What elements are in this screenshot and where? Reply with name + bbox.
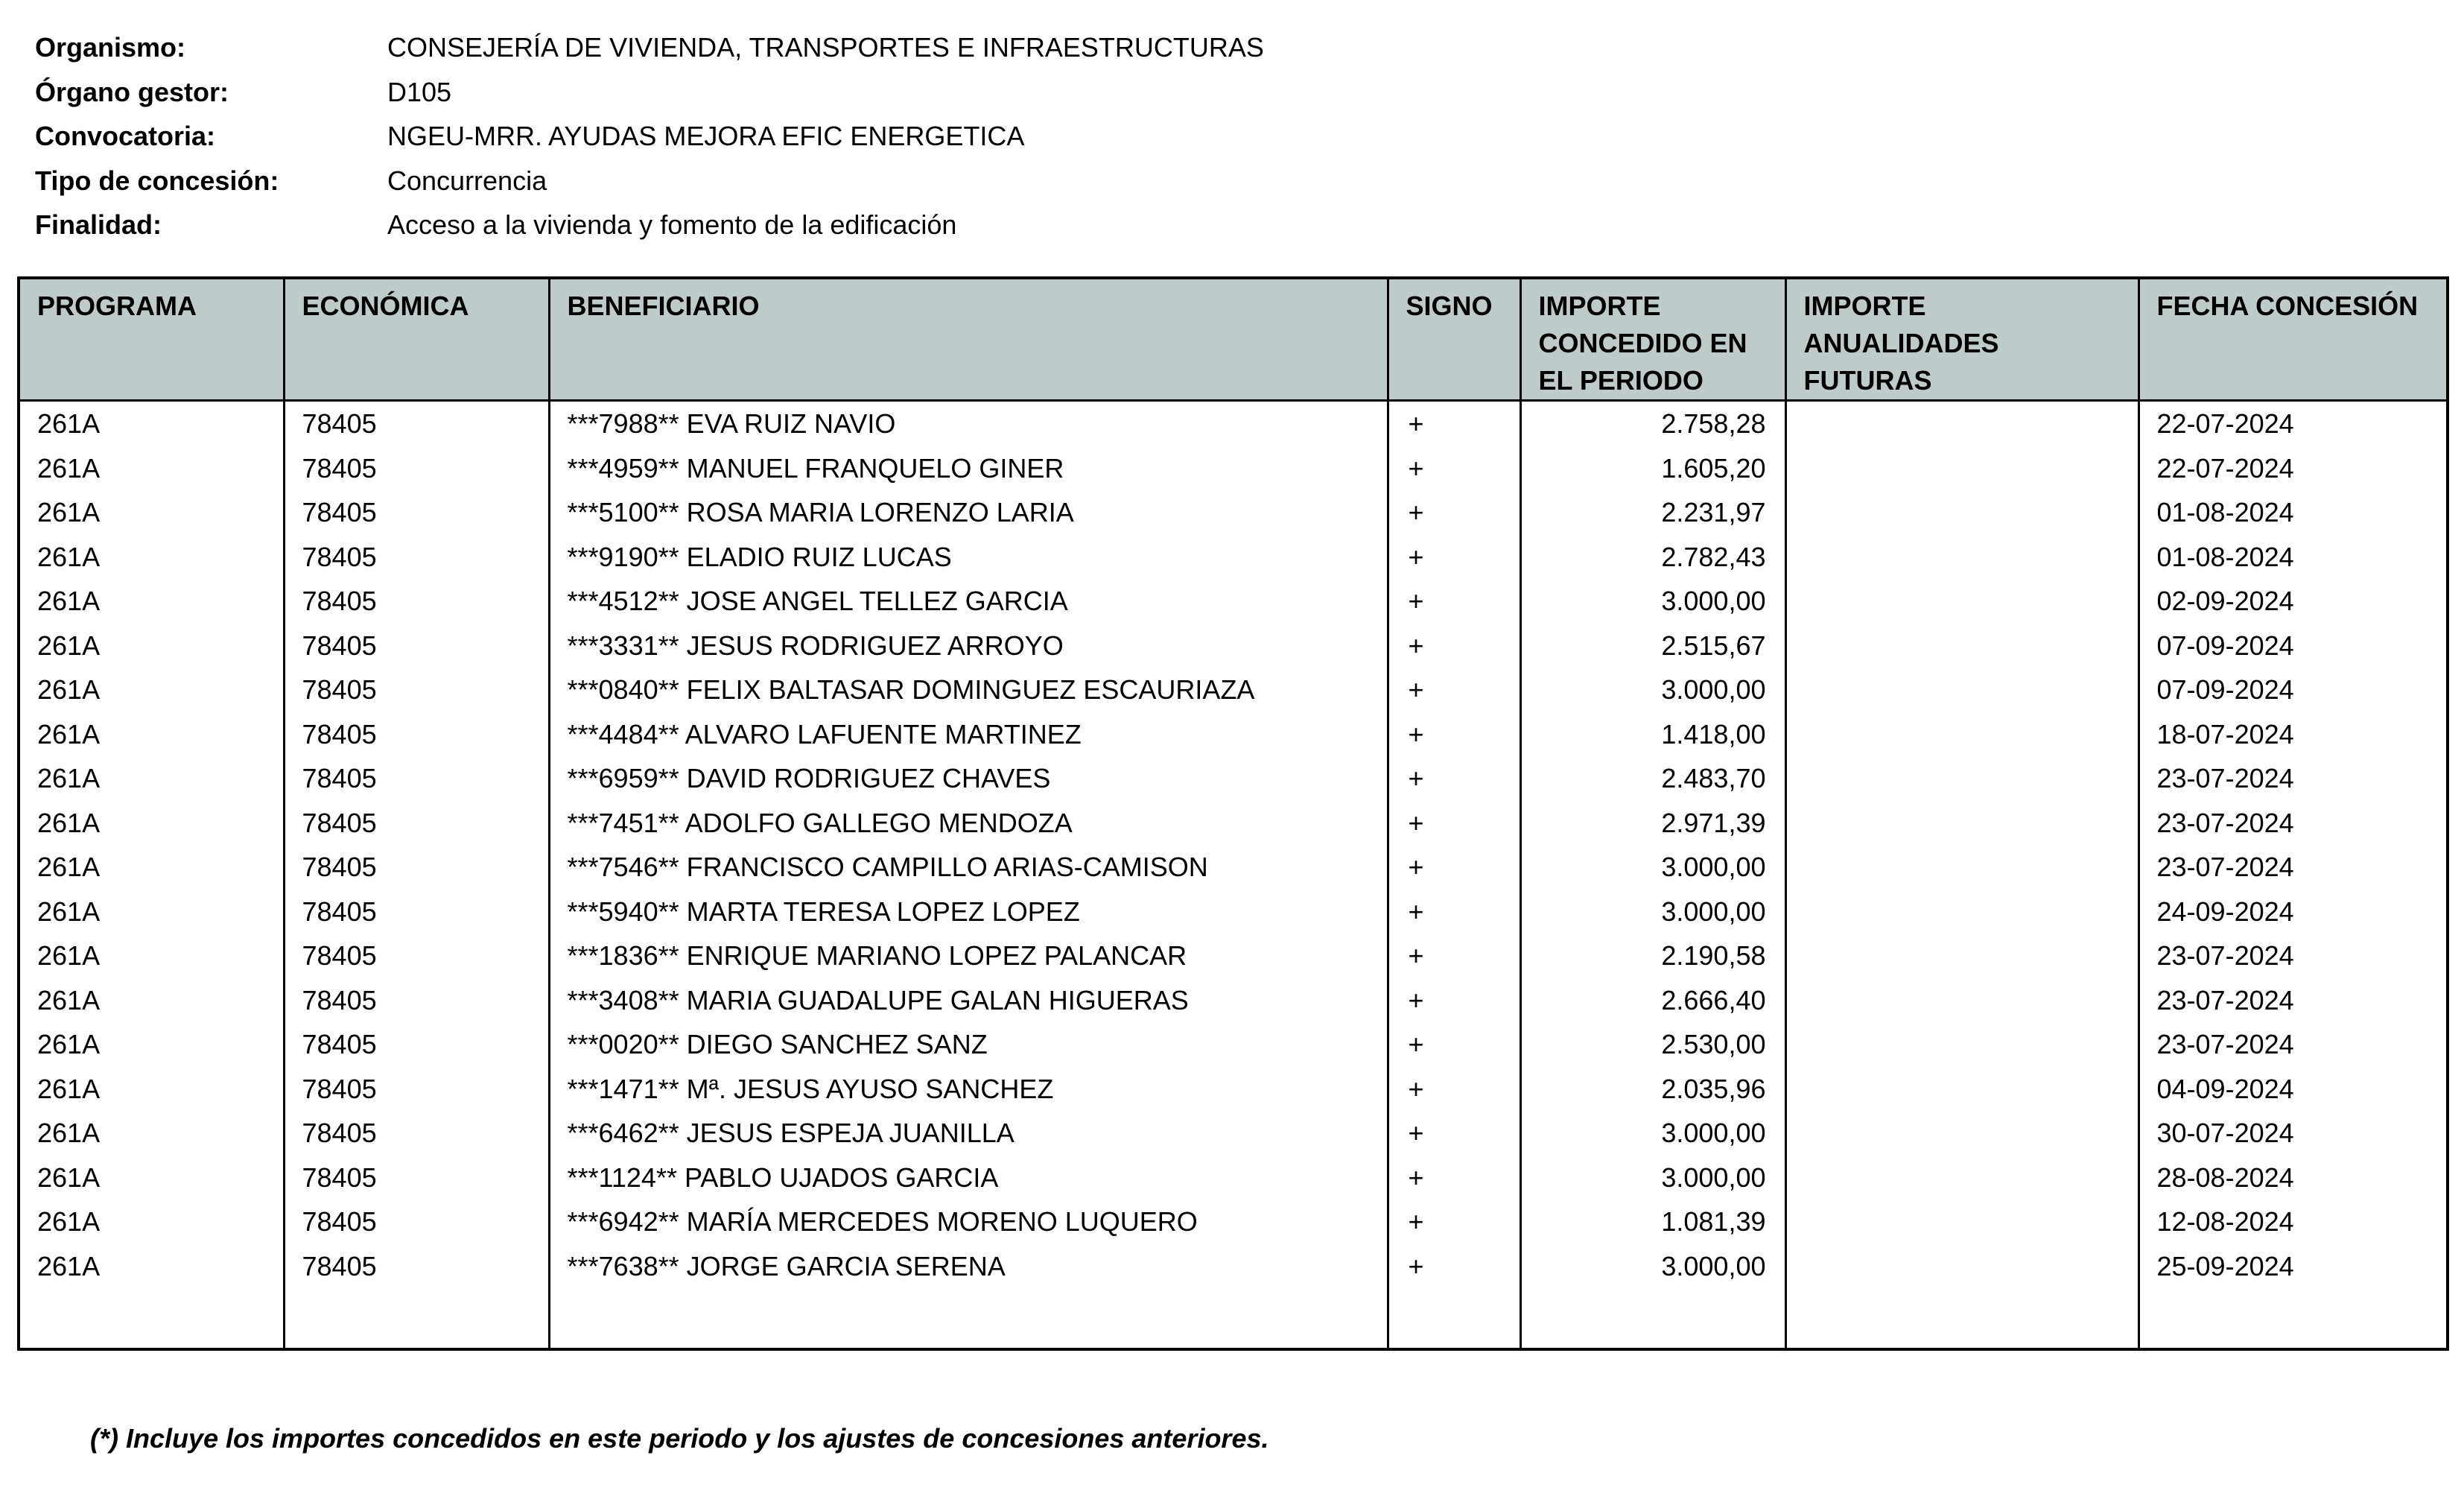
cell-programa: 261A (19, 712, 284, 757)
cell-signo: + (1388, 1111, 1520, 1156)
cell-beneficiario: ***9190** ELADIO RUIZ LUCAS (549, 535, 1388, 580)
cell-beneficiario: ***6462** JESUS ESPEJA JUANILLA (549, 1111, 1388, 1156)
cell-programa: 261A (19, 490, 284, 535)
cell-fecha: 18-07-2024 (2138, 712, 2448, 757)
cell-economica: 78405 (284, 535, 549, 580)
cell-signo: + (1388, 624, 1520, 668)
cell-signo: + (1388, 668, 1520, 712)
cell-anualidades (1785, 845, 2138, 890)
cell-beneficiario: ***6942** MARÍA MERCEDES MORENO LUQUERO (549, 1200, 1388, 1244)
cell-importe: 2.758,28 (1520, 401, 1785, 446)
cell-signo: + (1388, 535, 1520, 580)
cell-importe: 3.000,00 (1520, 668, 1785, 712)
cell-importe: 2.971,39 (1520, 801, 1785, 846)
cell-economica: 78405 (284, 490, 549, 535)
cell-fecha: 23-07-2024 (2138, 845, 2448, 890)
table-row (19, 535, 2448, 580)
header-fecha-concesion: FECHA CONCESIÓN (2138, 278, 2448, 401)
cell-programa: 261A (19, 845, 284, 890)
header-line: IMPORTE (1803, 291, 1926, 321)
cell-fecha: 01-08-2024 (2138, 490, 2448, 535)
cell-anualidades (1785, 756, 2138, 801)
meta-row-organismo (35, 25, 1264, 70)
cell-anualidades (1785, 1200, 2138, 1244)
empty-cell (284, 1288, 549, 1349)
meta-label: Órgano gestor: (35, 76, 229, 107)
table-row (19, 624, 2448, 668)
cell-signo: + (1388, 1200, 1520, 1244)
cell-signo: + (1388, 1156, 1520, 1200)
cell-programa: 261A (19, 668, 284, 712)
meta-row-finalidad (35, 203, 1264, 247)
table-row (19, 845, 2448, 890)
cell-beneficiario: ***5100** ROSA MARIA LORENZO LARIA (549, 490, 1388, 535)
table-row (19, 1067, 2448, 1112)
cell-programa: 261A (19, 1244, 284, 1289)
table-row (19, 712, 2448, 757)
cell-programa: 261A (19, 801, 284, 846)
meta-value: Acceso a la vivienda y fomento de la edificación (387, 209, 957, 240)
table-row (19, 401, 2448, 446)
cell-economica: 78405 (284, 1200, 549, 1244)
header-economica: ECONÓMICA (284, 278, 549, 401)
cell-economica: 78405 (284, 845, 549, 890)
meta-label: Convocatoria: (35, 121, 216, 151)
cell-economica: 78405 (284, 1067, 549, 1112)
cell-economica: 78405 (284, 624, 549, 668)
cell-beneficiario: ***4959** MANUEL FRANQUELO GINER (549, 446, 1388, 491)
cell-importe: 2.231,97 (1520, 490, 1785, 535)
cell-programa: 261A (19, 1022, 284, 1067)
cell-anualidades (1785, 1022, 2138, 1067)
table-row (19, 446, 2448, 491)
table-row (19, 890, 2448, 934)
cell-economica: 78405 (284, 401, 549, 446)
empty-cell (1520, 1288, 1785, 1349)
cell-anualidades (1785, 890, 2138, 934)
cell-importe: 3.000,00 (1520, 845, 1785, 890)
table-row (19, 1244, 2448, 1289)
cell-importe: 2.515,67 (1520, 624, 1785, 668)
cell-signo: + (1388, 756, 1520, 801)
cell-anualidades (1785, 801, 2138, 846)
table-header-row (19, 278, 2448, 401)
cell-programa: 261A (19, 978, 284, 1023)
header-line: IMPORTE (1538, 291, 1661, 321)
cell-beneficiario: ***6959** DAVID RODRIGUEZ CHAVES (549, 756, 1388, 801)
cell-economica: 78405 (284, 668, 549, 712)
cell-importe: 3.000,00 (1520, 579, 1785, 624)
cell-programa: 261A (19, 401, 284, 446)
cell-economica: 78405 (284, 712, 549, 757)
cell-programa: 261A (19, 1156, 284, 1200)
cell-importe: 2.666,40 (1520, 978, 1785, 1023)
cell-beneficiario: ***7988** EVA RUIZ NAVIO (549, 401, 1388, 446)
cell-signo: + (1388, 934, 1520, 978)
cell-fecha: 28-08-2024 (2138, 1156, 2448, 1200)
cell-importe: 2.035,96 (1520, 1067, 1785, 1112)
cell-fecha: 23-07-2024 (2138, 934, 2448, 978)
cell-beneficiario: ***0840** FELIX BALTASAR DOMINGUEZ ESCAURIAZA (549, 668, 1388, 712)
meta-value: D105 (387, 76, 452, 107)
meta-value: Concurrencia (387, 165, 547, 196)
cell-programa: 261A (19, 756, 284, 801)
cell-economica: 78405 (284, 978, 549, 1023)
table-row (19, 1200, 2448, 1244)
cell-economica: 78405 (284, 890, 549, 934)
cell-importe: 3.000,00 (1520, 1156, 1785, 1200)
cell-signo: + (1388, 845, 1520, 890)
cell-fecha: 02-09-2024 (2138, 579, 2448, 624)
meta-row-tipo-concesion (35, 159, 1264, 203)
cell-importe: 2.782,43 (1520, 535, 1785, 580)
cell-anualidades (1785, 712, 2138, 757)
table-row (19, 934, 2448, 978)
document-metadata (35, 25, 1264, 247)
cell-fecha: 01-08-2024 (2138, 535, 2448, 580)
cell-signo: + (1388, 579, 1520, 624)
meta-row-convocatoria (35, 114, 1264, 159)
table-row (19, 756, 2448, 801)
cell-beneficiario: ***0020** DIEGO SANCHEZ SANZ (549, 1022, 1388, 1067)
cell-anualidades (1785, 934, 2138, 978)
cell-anualidades (1785, 668, 2138, 712)
header-beneficiario: BENEFICIARIO (549, 278, 1388, 401)
cell-importe: 3.000,00 (1520, 890, 1785, 934)
cell-signo: + (1388, 1022, 1520, 1067)
cell-programa: 261A (19, 890, 284, 934)
header-line: FUTURAS (1803, 365, 1932, 396)
cell-economica: 78405 (284, 1156, 549, 1200)
cell-anualidades (1785, 1111, 2138, 1156)
cell-importe: 3.000,00 (1520, 1111, 1785, 1156)
cell-economica: 78405 (284, 756, 549, 801)
cell-economica: 78405 (284, 446, 549, 491)
cell-signo: + (1388, 1067, 1520, 1112)
header-line: CONCEDIDO EN (1538, 328, 1747, 358)
cell-anualidades (1785, 446, 2138, 491)
header-signo: SIGNO (1388, 278, 1520, 401)
cell-beneficiario: ***7546** FRANCISCO CAMPILLO ARIAS-CAMISON (549, 845, 1388, 890)
header-line: ANUALIDADES (1803, 328, 1999, 358)
footnote: (*) Incluye los importes concedidos en este periodo y los ajustes de concesiones anteriores. (90, 1423, 1269, 1454)
cell-fecha: 12-08-2024 (2138, 1200, 2448, 1244)
cell-signo: + (1388, 890, 1520, 934)
cell-fecha: 23-07-2024 (2138, 801, 2448, 846)
cell-anualidades (1785, 579, 2138, 624)
cell-signo: + (1388, 1244, 1520, 1289)
cell-programa: 261A (19, 624, 284, 668)
cell-anualidades (1785, 535, 2138, 580)
cell-anualidades (1785, 1156, 2138, 1200)
cell-signo: + (1388, 712, 1520, 757)
cell-importe: 3.000,00 (1520, 1244, 1785, 1289)
cell-economica: 78405 (284, 1244, 549, 1289)
table-row (19, 490, 2448, 535)
cell-fecha: 07-09-2024 (2138, 668, 2448, 712)
cell-economica: 78405 (284, 934, 549, 978)
cell-programa: 261A (19, 535, 284, 580)
cell-programa: 261A (19, 1111, 284, 1156)
cell-anualidades (1785, 624, 2138, 668)
cell-fecha: 30-07-2024 (2138, 1111, 2448, 1156)
table-body (19, 401, 2448, 1350)
cell-fecha: 07-09-2024 (2138, 624, 2448, 668)
cell-signo: + (1388, 801, 1520, 846)
cell-fecha: 25-09-2024 (2138, 1244, 2448, 1289)
cell-economica: 78405 (284, 1022, 549, 1067)
cell-importe: 1.418,00 (1520, 712, 1785, 757)
cell-importe: 1.081,39 (1520, 1200, 1785, 1244)
meta-label: Tipo de concesión: (35, 165, 279, 196)
cell-anualidades (1785, 978, 2138, 1023)
meta-row-organo-gestor (35, 70, 1264, 115)
table-row (19, 579, 2448, 624)
table-row (19, 668, 2448, 712)
cell-fecha: 04-09-2024 (2138, 1067, 2448, 1112)
table-bottom-spacer (19, 1288, 2448, 1349)
cell-beneficiario: ***4512** JOSE ANGEL TELLEZ GARCIA (549, 579, 1388, 624)
cell-fecha: 23-07-2024 (2138, 756, 2448, 801)
cell-economica: 78405 (284, 579, 549, 624)
table-row (19, 1022, 2448, 1067)
cell-programa: 261A (19, 446, 284, 491)
cell-fecha: 22-07-2024 (2138, 401, 2448, 446)
header-importe-periodo (1520, 278, 1785, 401)
cell-signo: + (1388, 446, 1520, 491)
cell-beneficiario: ***4484** ALVARO LAFUENTE MARTINEZ (549, 712, 1388, 757)
meta-label: Finalidad: (35, 209, 162, 240)
table-row (19, 1111, 2448, 1156)
cell-economica: 78405 (284, 801, 549, 846)
cell-fecha: 24-09-2024 (2138, 890, 2448, 934)
cell-anualidades (1785, 1244, 2138, 1289)
cell-anualidades (1785, 1067, 2138, 1112)
meta-label: Organismo: (35, 32, 186, 63)
cell-programa: 261A (19, 1067, 284, 1112)
cell-fecha: 23-07-2024 (2138, 978, 2448, 1023)
cell-programa: 261A (19, 934, 284, 978)
header-programa: PROGRAMA (19, 278, 284, 401)
header-anualidades-futuras (1785, 278, 2138, 401)
meta-value: NGEU-MRR. AYUDAS MEJORA EFIC ENERGETICA (387, 121, 1025, 151)
header-line: EL PERIODO (1538, 365, 1703, 396)
meta-value: CONSEJERÍA DE VIVIENDA, TRANSPORTES E INFRAESTRUCTURAS (387, 32, 1264, 63)
cell-anualidades (1785, 490, 2138, 535)
cell-beneficiario: ***1471** Mª. JESUS AYUSO SANCHEZ (549, 1067, 1388, 1112)
cell-signo: + (1388, 490, 1520, 535)
empty-cell (1785, 1288, 2138, 1349)
cell-beneficiario: ***7451** ADOLFO GALLEGO MENDOZA (549, 801, 1388, 846)
cell-beneficiario: ***1836** ENRIQUE MARIANO LOPEZ PALANCAR (549, 934, 1388, 978)
cell-signo: + (1388, 401, 1520, 446)
empty-cell (2138, 1288, 2448, 1349)
cell-beneficiario: ***3408** MARIA GUADALUPE GALAN HIGUERAS (549, 978, 1388, 1023)
cell-importe: 2.190,58 (1520, 934, 1785, 978)
cell-programa: 261A (19, 1200, 284, 1244)
cell-beneficiario: ***5940** MARTA TERESA LOPEZ LOPEZ (549, 890, 1388, 934)
empty-cell (19, 1288, 284, 1349)
cell-importe: 2.483,70 (1520, 756, 1785, 801)
cell-importe: 1.605,20 (1520, 446, 1785, 491)
cell-beneficiario: ***7638** JORGE GARCIA SERENA (549, 1244, 1388, 1289)
cell-beneficiario: ***1124** PABLO UJADOS GARCIA (549, 1156, 1388, 1200)
empty-cell (549, 1288, 1388, 1349)
cell-signo: + (1388, 978, 1520, 1023)
table-row (19, 801, 2448, 846)
cell-anualidades (1785, 401, 2138, 446)
cell-importe: 2.530,00 (1520, 1022, 1785, 1067)
empty-cell (1388, 1288, 1520, 1349)
cell-economica: 78405 (284, 1111, 549, 1156)
cell-beneficiario: ***3331** JESUS RODRIGUEZ ARROYO (549, 624, 1388, 668)
table-row (19, 978, 2448, 1023)
cell-fecha: 23-07-2024 (2138, 1022, 2448, 1067)
grants-table (17, 276, 2449, 1351)
table-row (19, 1156, 2448, 1200)
cell-programa: 261A (19, 579, 284, 624)
cell-fecha: 22-07-2024 (2138, 446, 2448, 491)
